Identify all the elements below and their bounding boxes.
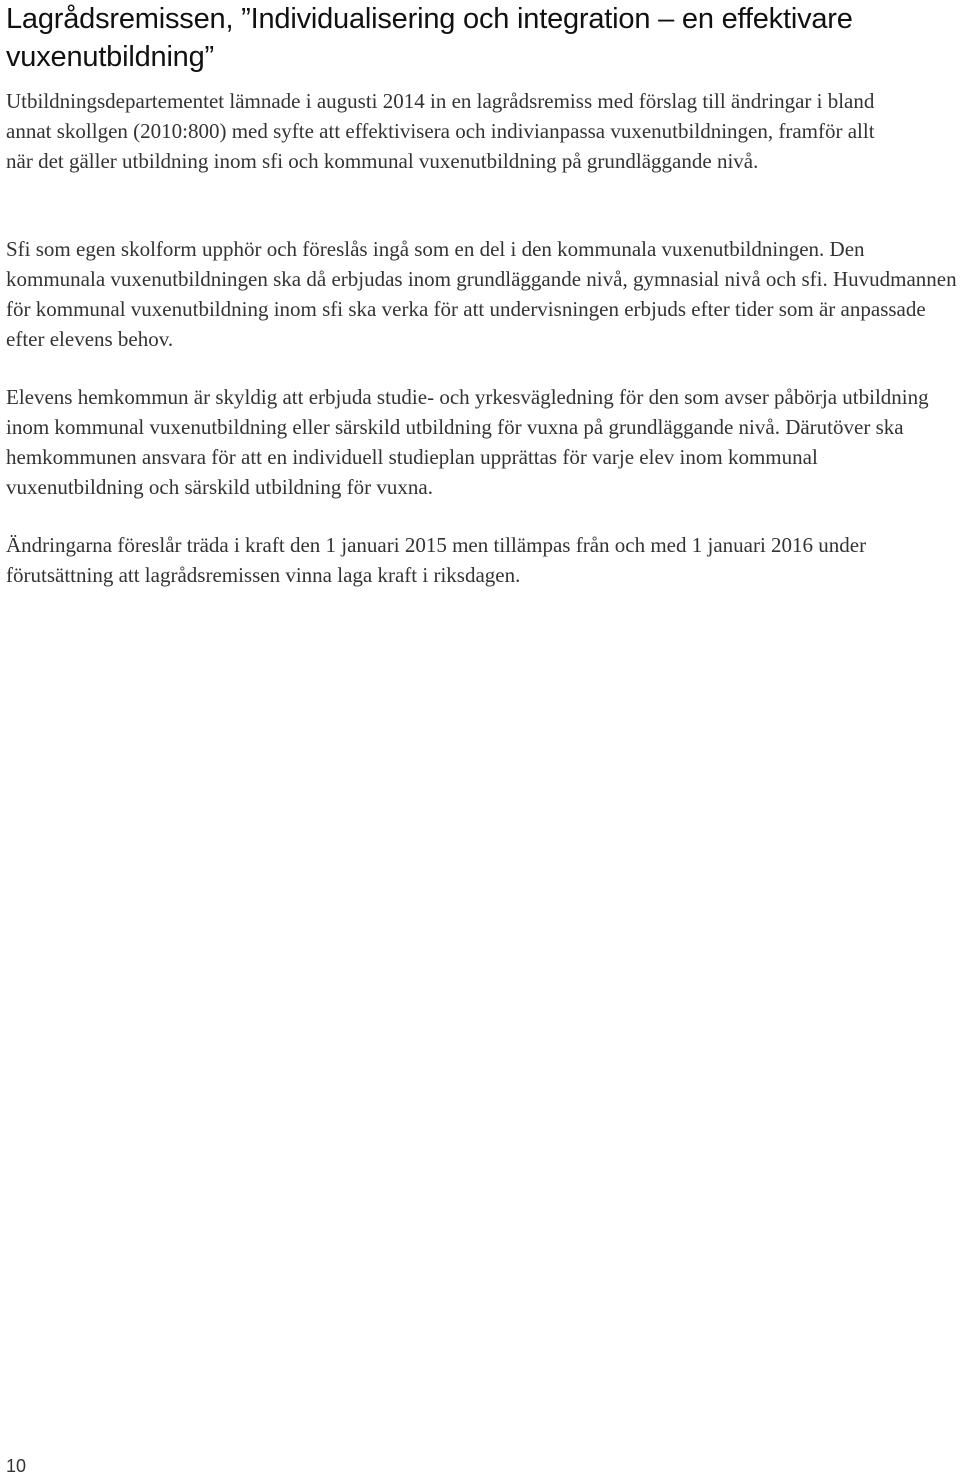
paragraph-ikrafttradande: Ändringarna föreslår träda i kraft den 1 januari 2015 men tillämpas från och med 1 januari 2016 under förutsättning att lagrådsremissen vinna laga kraft i riksdagen. [6, 533, 867, 587]
paragraph-hemkommun: Elevens hemkommun är skyldig att erbjuda studie- och yrkesvägledning för den som avser påbörja utbildning inom kommunal vuxenutbildning eller särskild utbildning för vuxna på grundläggande nivå. Därutöver ska hemkommunen ansvara för att en individuell studieplan upprättas för varje elev inom kommunal vuxenutbildning och särskild utbildning för vuxna. [6, 385, 929, 499]
page-number: 10 [6, 1456, 27, 1476]
paragraph-sfi-skolform: Sfi som egen skolform upphör och föreslås ingå som en del i den kommunala vuxenutbildningen. Den kommunala vuxenutbildningen ska då erbjudas inom grundläggande nivå, gymnasial nivå och sfi. Huvudmannen för kommunal vuxenutbildning inom sfi ska verka för att undervisningen erbjuds efter tider som är anpassade efter elevens behov. [6, 237, 957, 351]
paragraph-lagradsremiss-intro: Utbildningsdepartementet lämnade i augusti 2014 in en lagrådsremiss med förslag till ändringar i bland annat skollgen (2010:800) med syfte att effektivisera och indivianpassa vuxenutbildningen, framför allt när det gäller utbildning inom sfi och kommunal vuxenutbildning på grundläggande nivå. [6, 89, 875, 173]
document-title: Lagrådsremissen, ”Individualisering och integration – en effektivare vuxenutbildning” [6, 3, 853, 73]
